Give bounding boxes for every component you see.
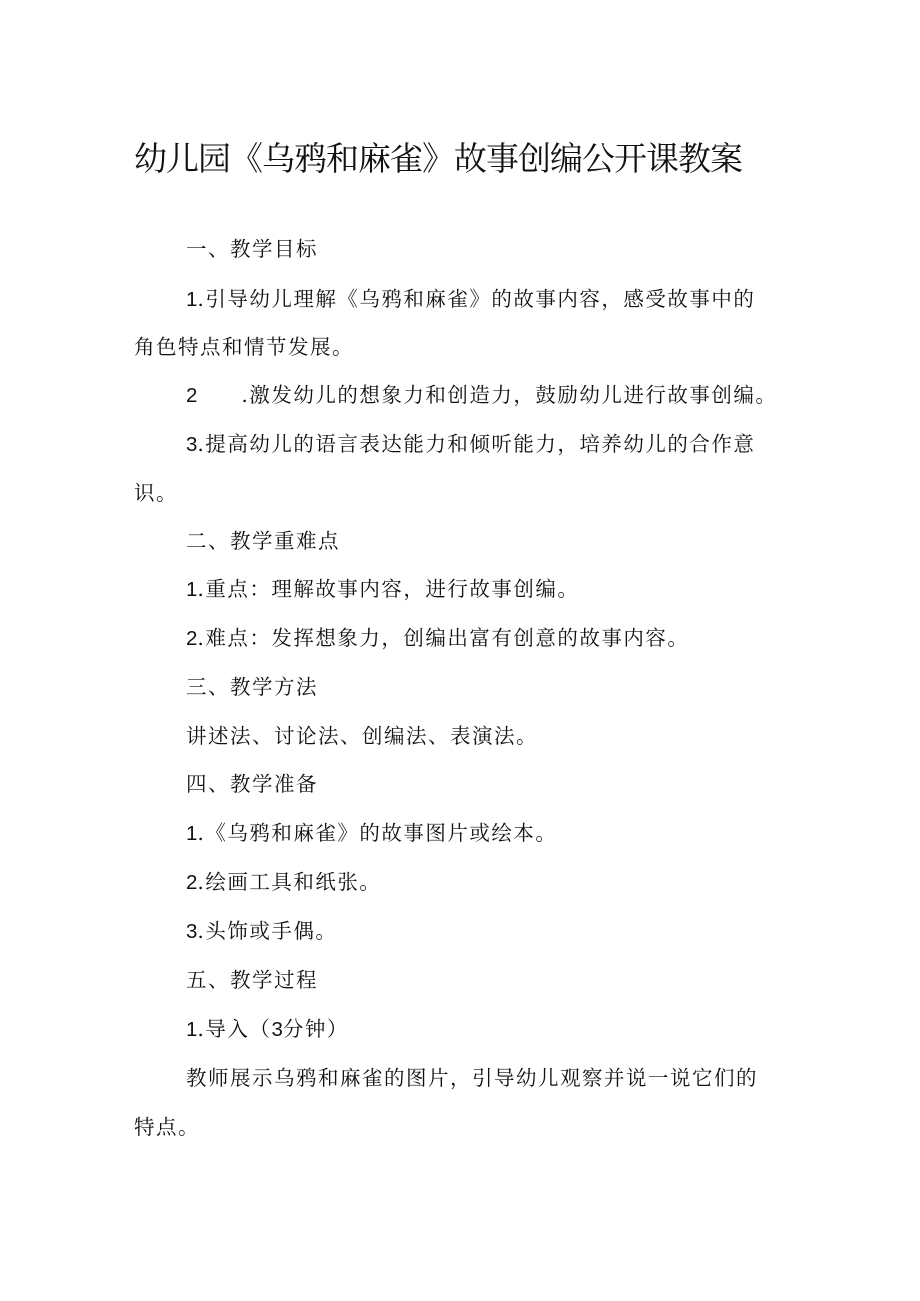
list-number: 2 — [186, 871, 198, 894]
key-point-item-1 — [186, 574, 579, 605]
methods-text: 讲述法、讨论法、创编法、表演法。 — [186, 724, 538, 748]
section-heading-objectives: 一、教学目标 — [186, 237, 318, 261]
preparation-item-1 — [186, 818, 557, 849]
list-text: .头饰或手偶。 — [197, 919, 338, 943]
list-number: 1 — [186, 822, 198, 845]
list-text-prefix: .导入（ — [197, 1017, 272, 1041]
list-text-suffix: 分钟） — [282, 1017, 349, 1041]
list-text: .绘画工具和纸张。 — [197, 870, 382, 894]
list-number: 3 — [186, 433, 198, 456]
section-heading-preparation: 四、教学准备 — [186, 772, 318, 796]
objective-item-1 — [186, 284, 755, 315]
list-number: 1 — [186, 1018, 198, 1041]
objective-item-1-continuation: 角色特点和情节发展。 — [134, 335, 354, 359]
list-number: 3 — [186, 920, 198, 943]
key-point-item-2 — [186, 623, 689, 654]
preparation-item-2 — [186, 867, 381, 898]
document-title: 幼儿园《乌鸦和麻雀》故事创编公开课教案 — [134, 139, 742, 178]
objective-item-3 — [186, 429, 755, 460]
process-paragraph: 教师展示乌鸦和麻雀的图片，引导幼儿观察并说一说它们的 — [186, 1066, 758, 1090]
list-number: 2 — [186, 627, 198, 650]
list-text: .引导幼儿理解《乌鸦和麻雀》的故事内容，感受故事中的 — [197, 287, 756, 311]
list-text: .《乌鸦和麻雀》的故事图片或绘本。 — [197, 821, 558, 845]
list-number: 1 — [186, 288, 198, 311]
section-heading-key-points: 二、教学重难点 — [186, 529, 340, 553]
list-number: 2 — [186, 384, 198, 407]
list-text: .重点：理解故事内容，进行故事创编。 — [197, 577, 580, 601]
process-paragraph-continuation: 特点。 — [134, 1115, 200, 1139]
list-text: .激发幼儿的想象力和创造力，鼓励幼儿进行故事创编。 — [241, 383, 778, 407]
objective-item-2 — [186, 380, 777, 411]
duration-minutes: 3 — [271, 1018, 283, 1041]
objective-item-3-continuation: 识。 — [134, 481, 178, 505]
preparation-item-3 — [186, 916, 337, 947]
list-number: 1 — [186, 578, 198, 601]
section-heading-process: 五、教学过程 — [186, 968, 318, 992]
list-text: .提高幼儿的语言表达能力和倾听能力，培养幼儿的合作意 — [197, 432, 756, 456]
list-text: .难点：发挥想象力，创编出富有创意的故事内容。 — [197, 626, 690, 650]
process-item-1 — [186, 1014, 349, 1045]
section-heading-methods: 三、教学方法 — [186, 675, 318, 699]
